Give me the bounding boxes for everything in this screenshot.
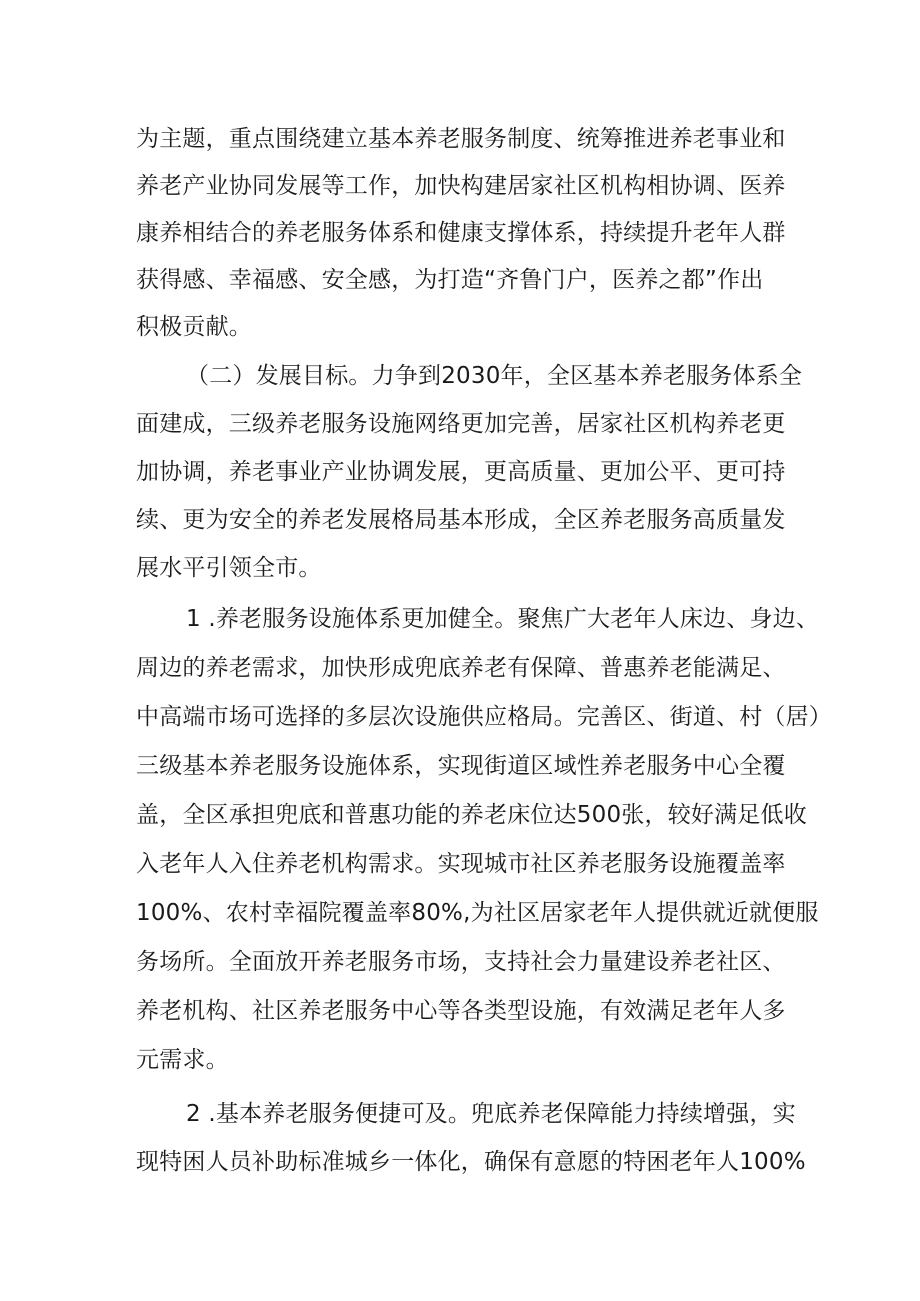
text-line: 中高端市场可选择的多层次设施供应格局。完善区、街道、村（居） (136, 704, 832, 730)
text-line: 积极贡献。 (136, 314, 252, 340)
text-line: 盖，全区承担兜底和普惠功能的养老床位达500张，较好满足低收 (136, 802, 807, 828)
section-heading-line: （二）发展目标。力争到2030年，全区基本养老服务体系全 (186, 363, 803, 389)
text-line: 现特困人员补助标准城乡一体化，确保有意愿的特困老年人100% (136, 1149, 806, 1175)
text-line: 入老年人入住养老机构需求。实现城市社区养老服务设施覆盖率 (136, 851, 786, 877)
text-line: 100%、农村幸福院覆盖率80%,为社区居家老年人提供就近就便服 (136, 900, 819, 926)
text-line: 三级基本养老服务设施体系，实现街道区域性养老服务中心全覆 (136, 753, 786, 779)
numbered-item-line: 2 .基本养老服务便捷可及。兜底养老保障能力持续增强，实 (186, 1101, 796, 1127)
text-line: 续、更为安全的养老发展格局基本形成，全区养老服务高质量发 (136, 507, 786, 533)
text-line: 务场所。全面放开养老服务市场，支持社会力量建设养老社区、 (136, 949, 786, 975)
text-line: 展水平引领全市。 (136, 555, 322, 581)
text-line: 加协调，养老事业产业协调发展，更高质量、更加公平、更可持 (136, 459, 786, 485)
text-line: 元需求。 (136, 1047, 229, 1073)
text-line: 康养相结合的养老服务体系和健康支撑体系，持续提升老年人群 (136, 220, 786, 246)
text-line: 养老产业协同发展等工作，加快构建居家社区机构相协调、医养 (136, 173, 786, 199)
text-line: 面建成，三级养老服务设施网络更加完善，居家社区机构养老更 (136, 411, 786, 437)
text-line: 周边的养老需求，加快形成兜底养老有保障、普惠养老能满足、 (136, 655, 786, 681)
text-line: 为主题，重点围绕建立基本养老服务制度、统筹推进养老事业和 (136, 126, 786, 152)
text-line: 养老机构、社区养老服务中心等各类型设施，有效满足老年人多 (136, 998, 786, 1024)
numbered-item-line: 1 .养老服务设施体系更加健全。聚焦广大老年人床边、身边、 (186, 606, 820, 632)
text-line: 获得感、幸福感、安全感，为打造“齐鲁门户，医养之都”作出 (136, 267, 764, 293)
